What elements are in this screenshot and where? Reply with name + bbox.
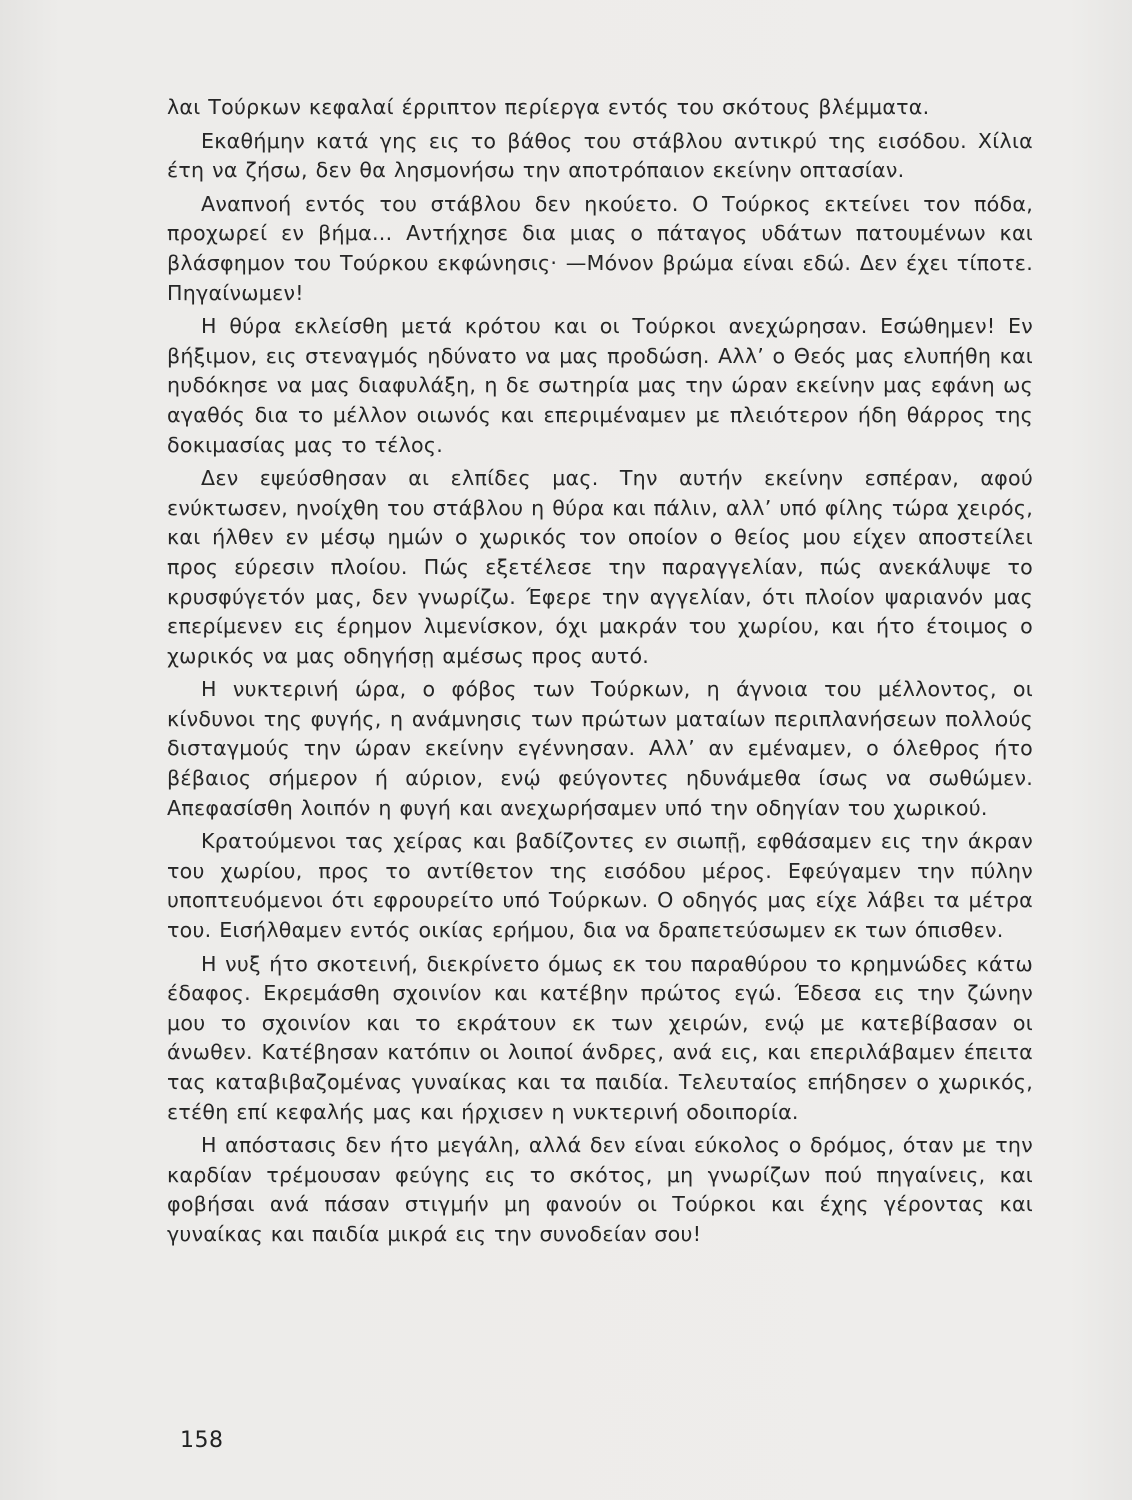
- paragraph: Κρατούμενοι τας χείρας και βαδίζοντες εν σιωπῇ, εφθάσαμεν εις την άκραν του χωρίου, προς το αντίθετον της εισόδου μέρος. Εφεύγαμεν την πύλην υποπτευόμενοι ότι εφρουρείτο υπό Τούρκων. Ο οδηγός μας είχε λάβει τα μέτρα του. Εισήλθαμεν εντός οικίας ερήμου, δια να δραπετεύσωμεν εκ των όπισθεν.: [167, 829, 1033, 943]
- paragraph: λαι Τούρκων κεφαλαί έρριπτον περίεργα εντός του σκότους βλέμματα.: [167, 95, 930, 119]
- paragraph: Η νυκτερινή ώρα, ο φόβος των Τούρκων, η άγνοια του μέλλοντος, οι κίνδυνοι της φυγής, η ανάμνησις των πρώτων ματαίων περιπλανήσεων πολλούς δισταγμούς την ώραν εκείνην εγέννησαν. Αλλ’ αν εμέναμεν, ο όλεθρος ήτο βέβαιος σήμερον ή αύριον, ενῴ φεύγοντες ηδυνάμεθα ίσως να σωθώμεν. Απεφασίσθη λοιπόν η φυγή και ανεχωρήσαμεν υπό την οδηγίαν του χωρικού.: [167, 677, 1033, 820]
- paragraph: Δεν εψεύσθησαν αι ελπίδες μας. Την αυτήν εκείνην εσπέραν, αφού ενύκτωσεν, ηνοίχθη του στάβλου η θύρα και πάλιν, αλλ’ υπό φίλης τώρα χειρός, και ήλθεν εν μέσῳ ημών ο χωρικός τον οποίον ο θείος μου είχεν αποστείλει προς εύρεσιν πλοίου. Πώς εξετέλεσε την παραγγελίαν, πώς ανεκάλυψε το κρυσφύγετόν μας, δεν γνωρίζω. Έφερε την αγγελίαν, ότι πλοίον ψαριανόν μας επερίμενεν εις έρημον λιμενίσκον, όχι μακράν του χωρίου, και ήτο έτοιμος ο χωρικός να μας οδηγήσῃ αμέσως προς αυτό.: [167, 466, 1033, 668]
- paragraph: Αναπνοή εντός του στάβλου δεν ηκούετο. Ο Τούρκος εκτείνει τον πόδα, προχωρεί εν βήμα... Αντήχησε δια μιας ο πάταγος υδάτων πατουμένων και βλάσφημον του Τούρκου εκφώνησις· —Μόνον βρώμα είναι εδώ. Δεν έχει τίποτε. Πηγαίνωμεν!: [167, 191, 1033, 305]
- paragraph: Η νυξ ήτο σκοτεινή, διεκρίνετο όμως εκ του παραθύρου το κρημνώδες κάτω έδαφος. Εκρεμάσθη σχοινίον και κατέβην πρώτος εγώ. Έδεσα εις την ζώνην μου το σχοινίον και το εκράτουν εκ των χειρών, ενῴ με κατεβίβασαν οι άνωθεν. Κατέβησαν κατόπιν οι λοιποί άνδρες, ανά εις, και επεριλάβαμεν έπειτα τας καταβιβαζομένας γυναίκας και τα παιδία. Τελευταίος επήδησεν ο χωρικός, ετέθη επί κεφαλής μας και ήρχισεν η νυκτερινή οδοιπορία.: [167, 951, 1033, 1124]
- paragraph: Η θύρα εκλείσθη μετά κρότου και οι Τούρκοι ανεχώρησαν. Εσώθημεν! Εν βήξιμον, εις στεναγμός ηδύνατο να μας προδώση. Αλλ’ ο Θεός μας ελυπήθη και ηυδόκησε να μας διαφυλάξη, η δε σωτηρία μας την ώραν εκείνην μας εφάνη ως αγαθός δια το μέλλον οιωνός και επεριμέναμεν με πλειότερον ήδη θάρρος της δοκιμασίας μας το τέλος.: [167, 314, 1033, 457]
- paragraph: Η απόστασις δεν ήτο μεγάλη, αλλά δεν είναι εύκολος ο δρόμος, όταν με την καρδίαν τρέμουσαν φεύγης εις το σκότος, μη γνωρίζων πού πηγαίνεις, και φοβήσαι ανά πάσαν στιγμήν μη φανούν οι Τούρκοι και έχης γέροντας και γυναίκας και παιδία μικρά εις την συνοδείαν σου!: [167, 1133, 1033, 1246]
- paragraph: Εκαθήμην κατά γης εις το βάθος του στάβλου αντικρύ της εισόδου. Χίλια έτη να ζήσω, δεν θα λησμονήσω την αποτρόπαιον εκείνην οπτασίαν.: [167, 128, 1033, 183]
- page-number: 158: [180, 1428, 224, 1453]
- body-text: [167, 93, 1033, 1254]
